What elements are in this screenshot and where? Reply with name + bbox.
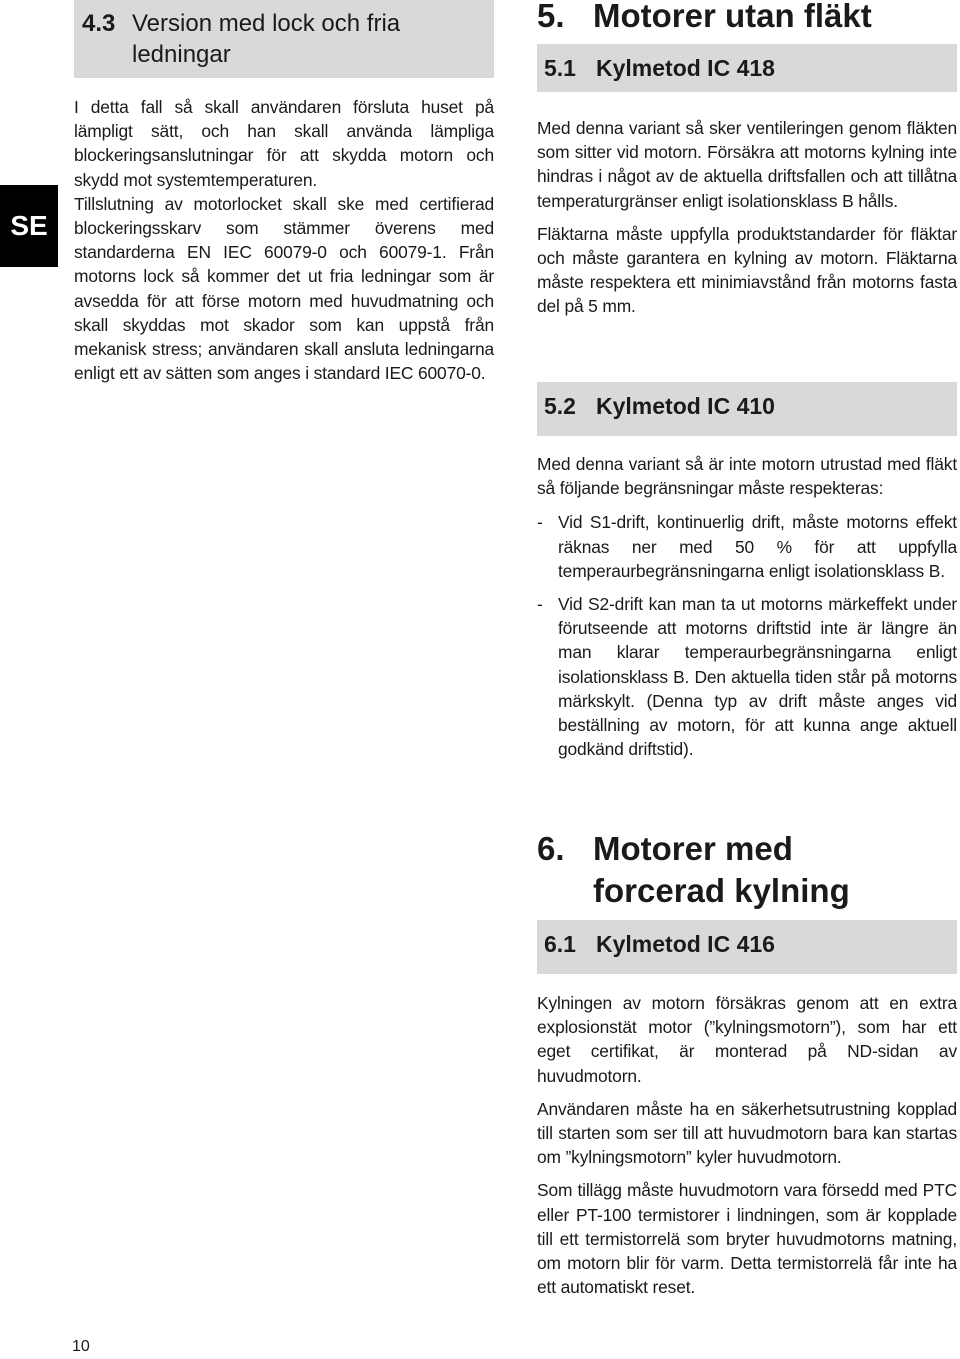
section-number: 4.3 — [82, 10, 116, 37]
paragraph: Fläktarna måste uppfylla produktstandarder för fläktar och måste garantera en kylning av motorn. Fläktarna måste respektera ett minimiavstånd från motorns fasta del på 5 mm. — [537, 223, 957, 317]
list-item: - Vid S2-drift kan man ta ut motorns märkeffekt under förutseende att motorns driftstid inte är längre än man klarar temperaurbegränsningarna enligt isolationsklass B. Den aktuella tiden står på motorns märkskylt. (Denna typ av drift måste anges vid beställning av motorn, för att kunna ange aktuell godkänd driftstid). — [537, 592, 957, 761]
section-number: 5.1 — [544, 55, 576, 81]
section-4-3-body — [74, 95, 494, 385]
paragraph: Som tillägg måste huvudmotorn vara försedd med PTC eller PT-100 termistorer i lindningen, som är kopplade till ett termistorrelä som bryter huvudmotorns matning, om motorn blir för varm. Detta termistorrelä får inte ha ett automatiskt reset. — [537, 1180, 957, 1298]
limitations-list — [537, 510, 957, 761]
chapter-title: Motorer utan fläkt — [593, 0, 872, 34]
chapter-5-heading — [537, 0, 872, 37]
section-5-1-body — [537, 116, 957, 319]
section-title: Kylmetod IC 416 — [596, 931, 775, 957]
language-tab: SE — [0, 185, 58, 267]
chapter-number: 5. — [537, 0, 565, 34]
section-4-3-heading — [74, 0, 494, 78]
section-5-2-body — [537, 452, 957, 770]
paragraph: I detta fall så skall användaren försluta huset på lämpligt sätt, och han skall använda lämpliga blockeringsanslutningar för att skydda motorn och skydd mot systemtemperaturen. — [74, 97, 494, 190]
section-title: Kylmetod IC 418 — [596, 55, 775, 81]
paragraph: Tillslutning av motorlocket skall ske med certifierad blockeringsskarv som stämmer överens med standarderna EN IEC 60079-0 och 60079-1. Från motorns lock så kommer det ut fria ledningar som är avsedda för att förse motorn med huvudmatning och skall skyddas mot skador som kan uppstå från mekanisk stress; användaren skall ansluta ledningarna enligt ett av sätten som anges i standard IEC 60070-0. — [74, 193, 494, 384]
paragraph: Kylningen av motorn försäkras genom att en extra explosionstät motor (”kylningsmotorn”), som har ett eget certifikat, är monterad på ND-sidan av huvudmotorn. — [537, 993, 957, 1086]
section-title: Version med lock och fria ledningar — [132, 10, 401, 68]
section-5-2-heading — [537, 382, 957, 436]
paragraph: Med denna variant så är inte motorn utrustad med fläkt så följande begränsningar måste respekteras: — [537, 454, 957, 499]
section-6-1-heading — [537, 920, 957, 974]
paragraph: Med denna variant så sker ventileringen genom fläkten som sitter vid motorn. Försäkra att motorns kylning inte hindras i något av de aktuella driftsfallen och att tillåtna temperaturgränser enligt isolationsklass B hålls. — [537, 118, 957, 211]
section-6-1-body — [537, 991, 957, 1299]
page-number: 10 — [72, 1338, 90, 1355]
chapter-6-heading — [537, 828, 957, 912]
section-number: 5.2 — [544, 393, 576, 419]
paragraph: Användaren måste ha en säkerhetsutrustning kopplad till starten som ser till att huvudmotorn bara kan startas om ”kylningsmotorn” kyler huvudmotorn. — [537, 1098, 957, 1168]
chapter-title: Motorer med forcerad kylning — [593, 830, 850, 909]
section-number: 6.1 — [544, 931, 576, 957]
chapter-number: 6. — [537, 830, 565, 867]
section-5-1-heading — [537, 44, 957, 92]
section-title: Kylmetod IC 410 — [596, 393, 775, 419]
list-item: - Vid S1-drift, kontinuerlig drift, måste motorns effekt räknas ner med 50 % för att uppfylla temperaurbegränsningarna enligt isolationsklass B. — [537, 510, 957, 583]
